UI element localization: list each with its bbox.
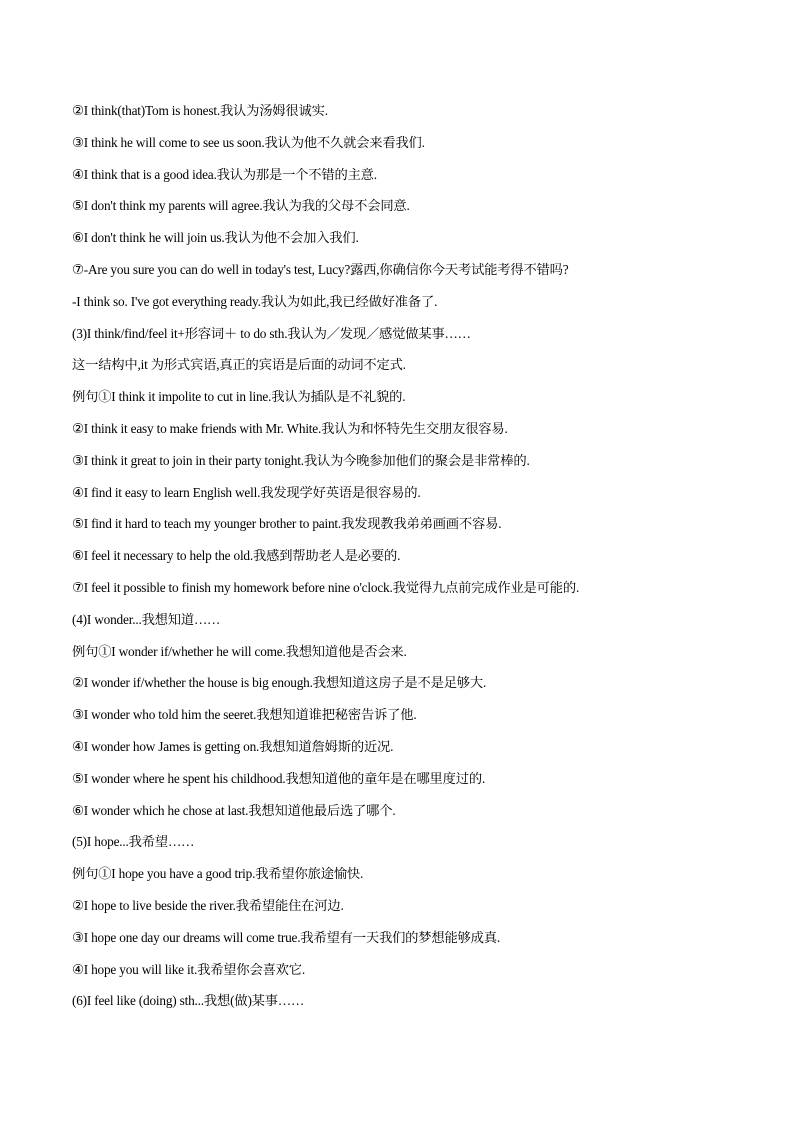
section-heading: (4)I wonder...我想知道…… <box>72 611 221 627</box>
text-line: ②I wonder if/whether the house is big enough.我想知道这房子是不是足够大. <box>72 675 487 691</box>
text-line: ②I think it easy to make friends with Mr. White.我认为和怀特先生交朋友很容易. <box>72 420 508 436</box>
text-line: ③I think it great to join in their party tonight.我认为今晚参加他们的聚会是非常棒的. <box>72 452 530 468</box>
section-heading: (6)I feel like (doing) sth...我想(做)某事…… <box>72 993 305 1009</box>
text-line: ⑤I don't think my parents will agree.我认为我的父母不会同意. <box>72 198 410 214</box>
text-line: ④I hope you will like it.我希望你会喜欢它. <box>72 961 305 977</box>
document-body <box>72 101 772 1023</box>
text-line: ⑦-Are you sure you can do well in today's test, Lucy?露西,你确信你今天考试能考得不错吗? <box>72 261 569 277</box>
text-line: ⑥I don't think he will join us.我认为他不会加入我们. <box>72 230 359 246</box>
text-line: ②I think(that)Tom is honest.我认为汤姆很诚实. <box>72 103 328 118</box>
text-line: ④I wonder how James is getting on.我想知道詹姆斯的近况. <box>72 738 394 754</box>
text-line: ⑤I find it hard to teach my younger brother to paint.我发现教我弟弟画画不容易. <box>72 516 502 532</box>
text-line: 例句①I wonder if/whether he will come.我想知道他是否会来. <box>72 643 407 659</box>
text-line: ④I find it easy to learn English well.我发现学好英语是很容易的. <box>72 484 421 500</box>
text-line: ②I hope to live beside the river.我希望能住在河边. <box>72 897 344 913</box>
text-line: ③I think he will come to see us soon.我认为他不久就会来看我们. <box>72 134 425 150</box>
text-line: 这一结构中,it 为形式宾语,真正的宾语是后面的动词不定式. <box>72 357 406 373</box>
text-line: ③I wonder who told him the seeret.我想知道谁把秘密告诉了他. <box>72 707 417 723</box>
text-line: ④I think that is a good idea.我认为那是一个不错的主意. <box>72 166 377 182</box>
text-line: ⑤I wonder where he spent his childhood.我想知道他的童年是在哪里度过的. <box>72 770 486 786</box>
text-line: ③I hope one day our dreams will come true.我希望有一天我们的梦想能够成真. <box>72 929 500 945</box>
text-line: ⑦I feel it possible to finish my homework before nine o'clock.我觉得九点前完成作业是可能的. <box>72 579 580 595</box>
text-line: 例句①I hope you have a good trip.我希望你旅途愉快. <box>72 866 364 882</box>
text-line: 例句①I think it impolite to cut in line.我认为插队是不礼貌的. <box>72 389 406 405</box>
section-heading: (5)I hope...我希望…… <box>72 834 195 850</box>
text-line: -I think so. I've got everything ready.我认为如此,我已经做好准备了. <box>72 293 438 309</box>
text-line: ⑥I wonder which he chose at last.我想知道他最后选了哪个. <box>72 802 396 818</box>
text-line: ⑥I feel it necessary to help the old.我感到帮助老人是必要的. <box>72 548 401 564</box>
section-heading: (3)I think/find/feel it+形容词＋ to do sth.我认为／发现／感觉做某事…… <box>72 325 471 341</box>
